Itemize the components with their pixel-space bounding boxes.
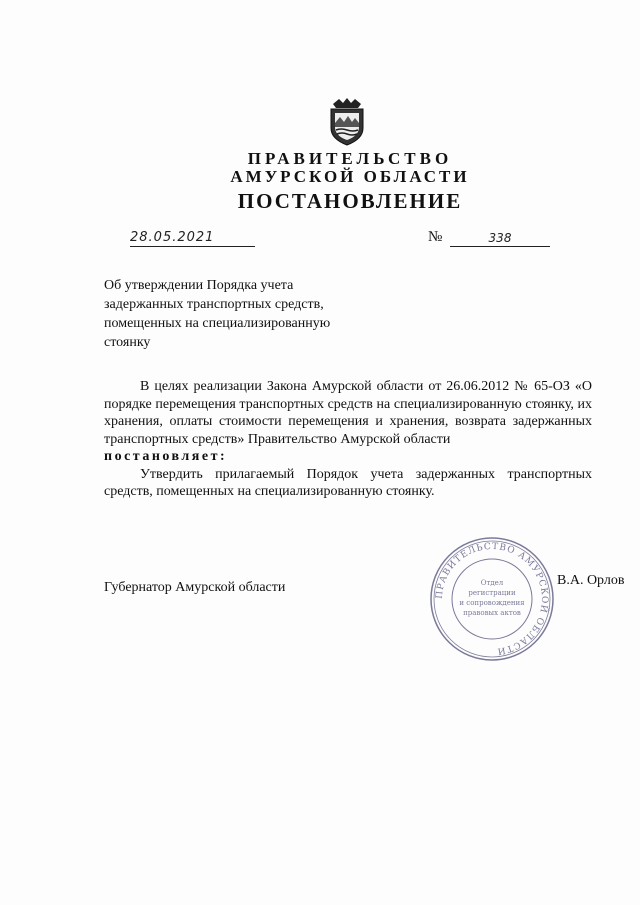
resolves-word: постановляет: [104,449,228,464]
seal-inner-line: Отдел [480,579,504,587]
seal-inner-line: регистрации [468,589,516,597]
subject-line: Об утверждении Порядка учета [104,278,294,293]
coat-of-arms-icon [327,96,367,146]
signer-position: Губернатор Амурской области [104,580,286,595]
number-label: № [428,229,443,245]
document-body [104,378,592,501]
seal-outer-text: ПРАВИТЕЛЬСТВО АМУРСКОЙ ОБЛАСТИ [434,541,550,656]
body-paragraph-decision: Утвердить прилагаемый Порядок учета задержанных транспортных средств, помещенных на специализированную стоянку. [104,466,592,499]
document-date: 28.05.2021 [130,230,255,247]
document-type: ПОСТАНОВЛЕНИЕ [237,189,463,213]
government-region: АМУРСКОЙ ОБЛАСТИ [230,167,470,186]
subject-line: стоянку [104,335,151,350]
document-subject [104,276,364,352]
signer-name: В.А. Орлов [557,573,625,588]
official-seal-icon [428,535,556,663]
government-title: ПРАВИТЕЛЬСТВО [247,149,453,168]
body-paragraph-preamble: В целях реализации Закона Амурской области от 26.06.2012 № 65-ОЗ «О порядке перемещения транспортных средств на специализированную стоянку, их хранения, оплаты стоимости перемещения и хранения, возврата задержанных транспортных средств» Правительство Амурской области [104,379,592,447]
document-number: 338 [450,230,550,247]
subject-line: задержанных транспортных средств, [104,297,324,312]
subject-line: помещенных на специализированную [104,316,331,331]
seal-inner-line: правовых актов [463,609,521,617]
seal-inner-line: и сопровождения [459,599,525,607]
